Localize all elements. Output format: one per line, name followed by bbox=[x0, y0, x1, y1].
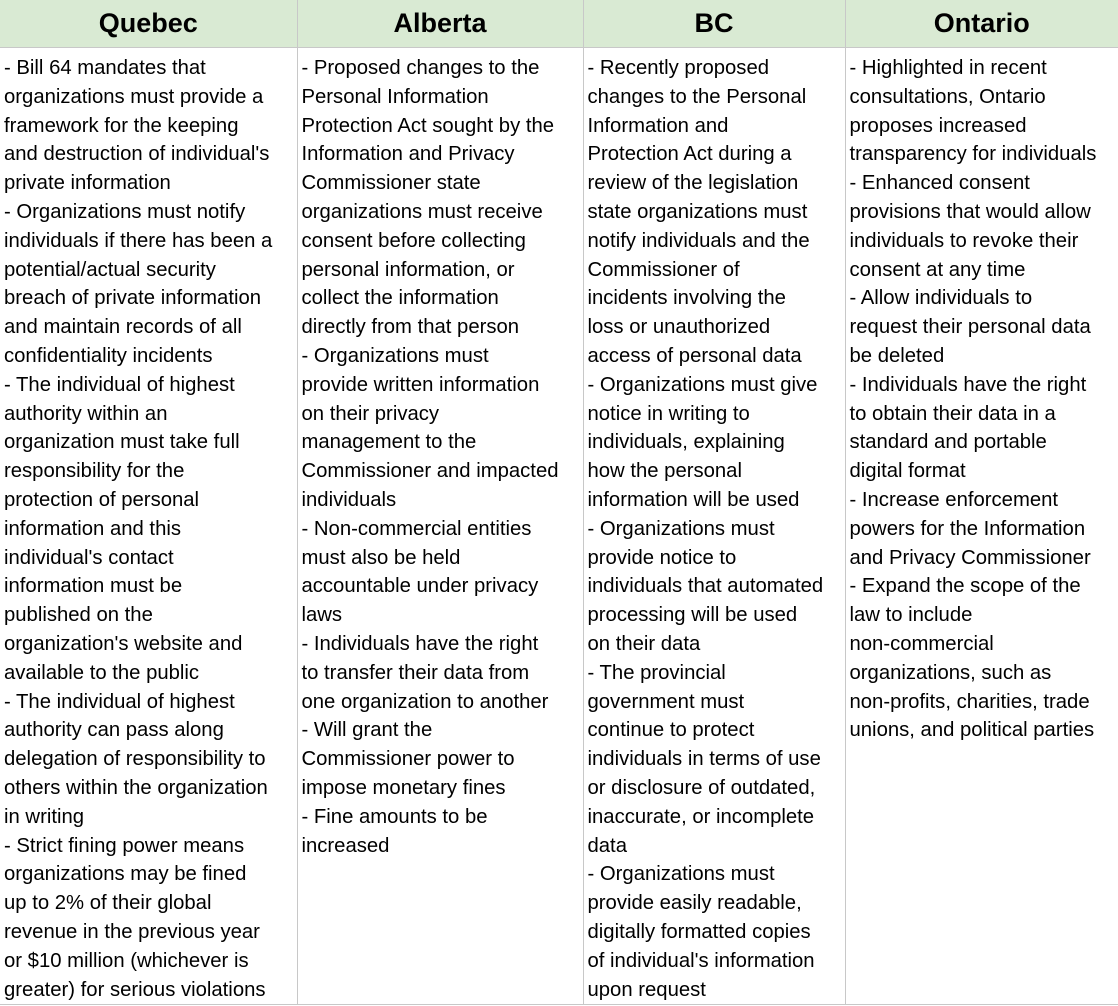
text-line: - Non-commercial entities bbox=[301, 517, 532, 540]
text-line: - Organizations must bbox=[587, 517, 775, 540]
text-line: revenue in the previous year bbox=[4, 920, 260, 943]
text-line: individuals, explaining bbox=[587, 431, 785, 454]
text-line: Commissioner state bbox=[301, 172, 481, 195]
text-line: on their privacy bbox=[301, 402, 440, 425]
text-line: - Allow individuals to bbox=[849, 287, 1033, 310]
text-line: - Enhanced consent bbox=[849, 172, 1030, 195]
text-line: - Organizations must notify bbox=[4, 200, 246, 223]
header-alberta: Alberta bbox=[297, 0, 583, 48]
text-line: organizations must receive bbox=[301, 200, 543, 223]
text-line: inaccurate, or incomplete bbox=[587, 805, 815, 828]
text-line: - Organizations must bbox=[301, 344, 489, 367]
text-line: greater) for serious violations bbox=[4, 978, 266, 1001]
text-line: information will be used bbox=[587, 488, 800, 511]
text-line: to transfer their data from bbox=[301, 661, 530, 684]
text-line: consent before collecting bbox=[301, 229, 526, 252]
text-line: non-profits, charities, trade bbox=[849, 690, 1090, 713]
text-line: breach of private information bbox=[4, 287, 262, 310]
text-line: laws bbox=[301, 604, 343, 627]
text-line: individuals in terms of use bbox=[587, 748, 821, 771]
text-line: - Individuals have the right bbox=[849, 373, 1087, 396]
text-line: state organizations must bbox=[587, 200, 808, 223]
text-line: changes to the Personal bbox=[587, 85, 807, 108]
header-quebec: Quebec bbox=[0, 0, 297, 48]
text-line: incidents involving the bbox=[587, 287, 786, 310]
text-line: organization must take full bbox=[4, 431, 240, 454]
header-ontario: Ontario bbox=[845, 0, 1118, 48]
text-line: up to 2% of their global bbox=[4, 892, 212, 915]
text-line: on their data bbox=[587, 632, 701, 655]
text-line: provide notice to bbox=[587, 546, 737, 569]
text-line: and Privacy Commissioner bbox=[849, 546, 1091, 569]
text-line: - Strict fining power means bbox=[4, 834, 245, 857]
text-line: delegation of responsibility to bbox=[4, 748, 266, 771]
text-line: private information bbox=[4, 172, 171, 195]
text-line: law to include bbox=[849, 604, 973, 627]
text-line: available to the public bbox=[4, 661, 200, 684]
header-bc: BC bbox=[583, 0, 845, 48]
text-line: and destruction of individual's bbox=[4, 143, 270, 166]
text-line: request their personal data bbox=[849, 316, 1091, 339]
text-line: management to the bbox=[301, 431, 477, 454]
text-line: digital format bbox=[849, 460, 966, 483]
text-line: organization's website and bbox=[4, 632, 243, 655]
cell-alberta bbox=[297, 48, 583, 1005]
text-line: proposes increased bbox=[849, 114, 1027, 137]
cell-quebec bbox=[0, 48, 297, 1005]
text-line: increased bbox=[301, 834, 390, 857]
text-line: Information and Privacy bbox=[301, 143, 515, 166]
text-line: published on the bbox=[4, 604, 153, 627]
text-line: responsibility for the bbox=[4, 460, 185, 483]
text-line: loss or unauthorized bbox=[587, 316, 771, 339]
text-line: organizations may be fined bbox=[4, 863, 247, 886]
text-line: or $10 million (whichever is bbox=[4, 949, 249, 972]
text-line: how the personal bbox=[587, 460, 742, 483]
text-line: or disclosure of outdated, bbox=[587, 776, 816, 799]
text-line: - Organizations must bbox=[587, 863, 775, 886]
text-line: collect the information bbox=[301, 287, 499, 310]
text-line: digitally formatted copies bbox=[587, 920, 811, 943]
text-line: organizations, such as bbox=[849, 661, 1052, 684]
text-line: - Recently proposed bbox=[587, 57, 770, 79]
text-line: information and this bbox=[4, 517, 181, 540]
text-line: powers for the Information bbox=[849, 517, 1086, 540]
text-line: in writing bbox=[4, 805, 85, 828]
text-line: of individual's information bbox=[587, 949, 815, 972]
text-line: protection of personal bbox=[4, 488, 200, 511]
text-line: potential/actual security bbox=[4, 258, 216, 281]
text-line: government must bbox=[587, 690, 745, 713]
text-line: unions, and political parties bbox=[849, 719, 1095, 742]
text-line: one organization to another bbox=[301, 690, 549, 713]
text-line: individual's contact bbox=[4, 546, 174, 569]
text-line: authority within an bbox=[4, 402, 168, 425]
text-line: impose monetary fines bbox=[301, 776, 506, 799]
cell-ontario bbox=[845, 48, 1118, 1005]
text-line: review of the legislation bbox=[587, 172, 799, 195]
text-line: personal information, or bbox=[301, 258, 515, 281]
cell-bc bbox=[583, 48, 845, 1005]
text-line: - Fine amounts to be bbox=[301, 805, 488, 828]
text-line: notify individuals and the bbox=[587, 229, 810, 252]
text-line: consultations, Ontario bbox=[849, 85, 1046, 108]
text-line: accountable under privacy bbox=[301, 575, 539, 598]
text-line: provide easily readable, bbox=[587, 892, 802, 915]
text-line: individuals bbox=[301, 488, 397, 511]
text-line: upon request bbox=[587, 978, 706, 1001]
text-line: Protection Act during a bbox=[587, 143, 792, 166]
text-line: framework for the keeping bbox=[4, 114, 239, 137]
text-line: others within the organization bbox=[4, 776, 268, 799]
text-line: individuals to revoke their bbox=[849, 229, 1079, 252]
text-line: - The individual of highest bbox=[4, 690, 235, 713]
text-line: standard and portable bbox=[849, 431, 1047, 454]
text-line: authority can pass along bbox=[4, 719, 224, 742]
content-row bbox=[0, 48, 1118, 1005]
text-line: to obtain their data in a bbox=[849, 402, 1056, 425]
text-line: non-commercial bbox=[849, 632, 994, 655]
text-line: - Organizations must give bbox=[587, 373, 818, 396]
text-line: confidentiality incidents bbox=[4, 344, 213, 367]
text-line: directly from that person bbox=[301, 316, 520, 339]
text-line: organizations must provide a bbox=[4, 85, 264, 108]
header-row bbox=[0, 0, 1118, 48]
text-line: data bbox=[587, 834, 627, 857]
text-line: continue to protect bbox=[587, 719, 755, 742]
text-line: Commissioner and impacted bbox=[301, 460, 559, 483]
text-line: - Highlighted in recent bbox=[849, 57, 1047, 79]
text-line: be deleted bbox=[849, 344, 945, 367]
text-line: Information and bbox=[587, 114, 729, 137]
text-line: - Individuals have the right bbox=[301, 632, 539, 655]
text-line: transparency for individuals bbox=[849, 143, 1097, 166]
text-line: provide written information bbox=[301, 373, 540, 396]
text-line: Personal Information bbox=[301, 85, 489, 108]
text-line: - Increase enforcement bbox=[849, 488, 1059, 511]
text-line: - Will grant the bbox=[301, 719, 433, 742]
text-line: - Proposed changes to the bbox=[301, 57, 540, 79]
text-line: - The individual of highest bbox=[4, 373, 235, 396]
text-line: access of personal data bbox=[587, 344, 802, 367]
text-line: information must be bbox=[4, 575, 183, 598]
text-line: individuals if there has been a bbox=[4, 229, 273, 252]
text-line: and maintain records of all bbox=[4, 316, 242, 339]
text-line: - The provincial bbox=[587, 661, 726, 684]
text-line: processing will be used bbox=[587, 604, 798, 627]
text-line: Commissioner of bbox=[587, 258, 740, 281]
text-line: notice in writing to bbox=[587, 402, 750, 425]
text-line: Protection Act sought by the bbox=[301, 114, 555, 137]
text-line: must also be held bbox=[301, 546, 461, 569]
text-line: - Expand the scope of the bbox=[849, 575, 1081, 598]
text-line: provisions that would allow bbox=[849, 200, 1091, 223]
text-line: consent at any time bbox=[849, 258, 1026, 281]
text-line: Commissioner power to bbox=[301, 748, 515, 771]
text-line: - Bill 64 mandates that bbox=[4, 57, 206, 79]
text-line: individuals that automated bbox=[587, 575, 824, 598]
